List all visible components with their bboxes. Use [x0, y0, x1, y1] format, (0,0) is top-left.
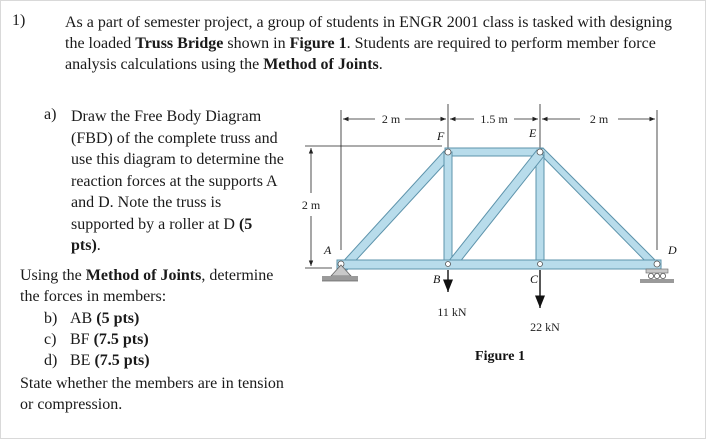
tension-compression-note: State whether the members are in tension or compression.	[20, 375, 284, 413]
bottom-chord	[337, 260, 661, 269]
truss-members	[337, 148, 661, 270]
question-number: 1)	[12, 12, 26, 29]
dim-left-span: 2 m	[381, 112, 401, 126]
load-label-b: 11 kN	[437, 305, 467, 319]
dim-middle-span: 1.5 m	[480, 112, 508, 126]
member-item-ab: b) AB (5 pts)	[44, 310, 140, 327]
roller-support-d	[640, 269, 674, 283]
member-fe	[445, 148, 543, 156]
joint-label-d: D	[668, 243, 677, 257]
dim-height: 2 m	[301, 198, 321, 212]
joint-label-b: B	[433, 272, 441, 286]
member-item-bf: c) BF (7.5 pts)	[44, 331, 149, 348]
method-instructions: Using the Method of Joints, determine the forces in members:	[20, 267, 274, 305]
member-bf	[444, 152, 452, 264]
joint-label-a: A	[324, 243, 332, 257]
member-ce	[536, 152, 544, 264]
load-label-c: 22 kN	[530, 320, 560, 334]
member-af	[339, 151, 452, 270]
question-intro: As a part of semester project, a group of students in ENGR 2001 class is tasked with designing the loaded Truss Bridge shown in Figure 1. Students are required to perform member force analysis calculations using the Method of Joints.	[65, 14, 672, 73]
member-ed	[537, 148, 661, 270]
dim-right-span: 2 m	[589, 112, 609, 126]
joint-label-e: E	[529, 126, 537, 140]
part-a-text: Draw the Free Body Diagram (FBD) of the complete truss and use this diagram to determine the reaction forces at the supports A and D. Note the truss is supported by a roller at D (5 pts).	[71, 108, 284, 254]
member-be	[448, 150, 544, 268]
figure-caption: Figure 1	[475, 349, 525, 364]
part-a-letter: a)	[44, 106, 57, 123]
dimension-lines	[305, 104, 657, 268]
member-item-be: d) BE (7.5 pts)	[44, 352, 150, 369]
joint-label-c: C	[530, 272, 539, 286]
joint-label-f: F	[437, 129, 445, 143]
